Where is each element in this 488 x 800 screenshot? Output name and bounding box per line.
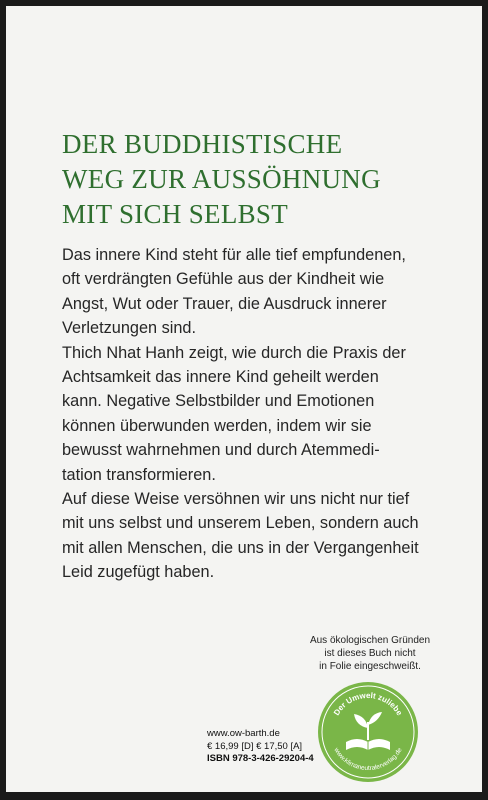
cover-frame-right <box>482 0 488 800</box>
price-label: € 16,99 [D] € 17,50 [A] <box>207 740 303 752</box>
headline-line: WEG ZUR AUSSÖHNUNG <box>62 164 381 194</box>
blurb-line: tation transformieren. <box>62 465 216 484</box>
eco-badge-bottom-text: www.klimaneutralerverlag.de <box>332 746 404 773</box>
headline-line: DER BUDDHISTISCHE <box>62 129 343 159</box>
blurb-line: kann. Negative Selbstbilder und Emotionen <box>62 392 375 411</box>
eco-badge-seal <box>316 680 420 784</box>
pricing-block <box>207 728 317 766</box>
blurb-line: Thich Nhat Hanh zeigt, wie durch die Praxis der <box>62 343 406 362</box>
eco-note <box>300 634 440 673</box>
cover-frame-top <box>0 0 488 6</box>
blurb-line: bewusst wahrnehmen und durch Atemmedi- <box>62 441 380 460</box>
isbn-label: ISBN 978-3-426-29204-4 <box>207 753 314 764</box>
blurb-line: Verletzungen sind. <box>62 319 196 338</box>
blurb-line: mit uns selbst und unserem Leben, sondern auch <box>62 514 419 533</box>
blurb-line: Achtsamkeit das innere Kind geheilt werden <box>62 368 379 387</box>
eco-badge-top-text: Der Umwelt zuliebe <box>331 690 405 718</box>
eco-note-line: Aus ökologischen Gründen <box>309 635 431 646</box>
blurb-line: oft verdrängten Gefühle aus der Kindheit wie <box>62 270 385 289</box>
blurb-line: mit allen Menschen, die uns in der Vergangenheit <box>62 538 419 557</box>
cover-frame-left <box>0 0 6 800</box>
blurb-line: Leid zugefügt haben. <box>62 563 215 582</box>
eco-note-line: in Folie eingeschweißt. <box>319 661 421 672</box>
blurb-line: Auf diese Weise versöhnen wir uns nicht nur tief <box>62 490 410 509</box>
cover-frame-bottom <box>0 792 488 800</box>
blurb-line: Angst, Wut oder Trauer, die Ausdruck innerer <box>62 294 387 313</box>
eco-note-line: ist dieses Buch nicht <box>324 648 416 659</box>
blurb <box>62 243 452 585</box>
blurb-line: Das innere Kind steht für alle tief empfundenen, <box>62 246 406 264</box>
headline <box>62 127 442 232</box>
publisher-website: www.ow-barth.de <box>207 728 280 739</box>
headline-line: MIT SICH SELBST <box>62 199 289 229</box>
blurb-line: können überwunden werden, indem wir sie <box>62 416 372 435</box>
